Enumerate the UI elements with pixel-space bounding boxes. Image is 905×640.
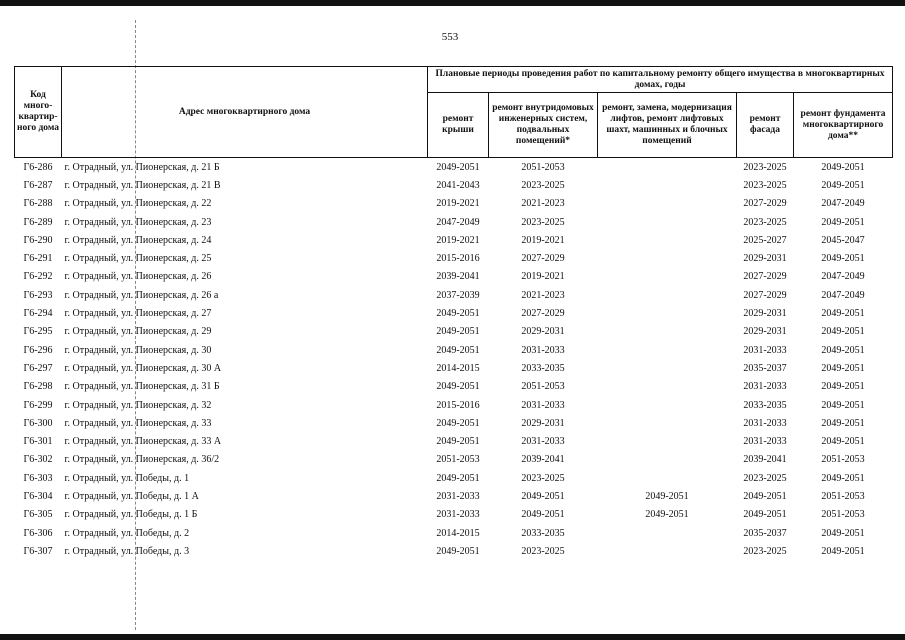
cell-code: Г6-300	[23, 417, 53, 429]
cell-roof: 2039-2041	[436, 271, 480, 283]
cell-roof: 2014-2015	[436, 362, 480, 374]
cell-code: Г6-294	[23, 308, 53, 320]
cell-facade: 2039-2041	[743, 454, 787, 466]
cell-roof: 2019-2021	[436, 234, 480, 246]
cell-systems: 2023-2025	[521, 472, 565, 484]
cell-foundation: 2047-2049	[821, 271, 865, 283]
cell-code: Г6-299	[23, 399, 53, 411]
cell-address: г. Отрадный, ул. Победы, д. 1 А	[64, 490, 199, 502]
cell-facade: 2027-2029	[743, 198, 787, 210]
cell-foundation: 2049-2051	[821, 179, 865, 191]
cell-lifts	[598, 469, 737, 487]
header-address: Адрес многоквартирного дома	[62, 67, 428, 158]
cell-lifts	[598, 268, 737, 286]
cell-systems: 2033-2035	[521, 527, 565, 539]
page-number: 553	[441, 31, 459, 43]
cell-code: Г6-304	[23, 490, 53, 502]
cell-roof: 2049-2051	[436, 381, 480, 393]
cell-lifts	[598, 396, 737, 414]
table-row	[15, 524, 893, 542]
cell-roof: 2031-2033	[436, 490, 480, 502]
cell-address: г. Отрадный, ул. Пионерская, д. 26 а	[64, 289, 219, 301]
cell-address: г. Отрадный, ул. Победы, д. 3	[64, 545, 190, 557]
cell-address: г. Отрадный, ул. Победы, д. 1	[64, 472, 190, 484]
cell-facade: 2031-2033	[743, 344, 787, 356]
cell-roof: 2015-2016	[436, 253, 480, 265]
cell-systems: 2027-2029	[521, 308, 565, 320]
cell-facade: 2035-2037	[743, 362, 787, 374]
cell-code: Г6-297	[23, 362, 53, 374]
cell-roof: 2019-2021	[436, 198, 480, 210]
cell-facade: 2031-2033	[743, 436, 787, 448]
cell-facade: 2031-2033	[743, 381, 787, 393]
cell-foundation: 2045-2047	[821, 234, 865, 246]
cell-address: г. Отрадный, ул. Пионерская, д. 30 А	[64, 362, 222, 374]
cell-lifts: 2049-2051	[645, 509, 689, 521]
cell-roof: 2049-2051	[436, 326, 480, 338]
cell-lifts	[598, 231, 737, 249]
cell-code: Г6-307	[23, 545, 53, 557]
cell-roof: 2041-2043	[436, 179, 480, 191]
cell-foundation: 2047-2049	[821, 289, 865, 301]
cell-lifts	[598, 323, 737, 341]
cell-systems: 2019-2021	[521, 234, 565, 246]
header-lifts: ремонт, замена, модернизация лифтов, ремонт лифтовых шахт, машинных и блочных помещений	[598, 93, 737, 158]
cell-code: Г6-301	[23, 436, 53, 448]
header-facade: ремонт фасада	[737, 93, 794, 158]
cell-systems: 2021-2023	[521, 289, 565, 301]
repair-schedule-table	[14, 66, 893, 561]
cell-foundation: 2049-2051	[821, 527, 865, 539]
cell-systems: 2023-2025	[521, 216, 565, 228]
table-row	[15, 396, 893, 414]
cell-address: г. Отрадный, ул. Пионерская, д. 29	[64, 326, 212, 338]
top-border-bar	[0, 0, 905, 6]
cell-lifts	[598, 176, 737, 194]
table-row	[15, 249, 893, 267]
table-header	[15, 67, 893, 158]
cell-systems: 2049-2051	[521, 509, 565, 521]
cell-foundation: 2049-2051	[821, 545, 865, 557]
cell-code: Г6-305	[23, 509, 53, 521]
table-row	[15, 341, 893, 359]
cell-systems: 2019-2021	[521, 271, 565, 283]
table-row	[15, 213, 893, 231]
table-row	[15, 432, 893, 450]
header-group: Плановые периоды проведения работ по капитальному ремонту общего имущества в многоквартирных домах, годы	[428, 67, 893, 93]
cell-systems: 2031-2033	[521, 399, 565, 411]
cell-lifts	[598, 524, 737, 542]
cell-address: г. Отрадный, ул. Пионерская, д. 27	[64, 308, 212, 320]
cell-facade: 2049-2051	[743, 490, 787, 502]
cell-address: г. Отрадный, ул. Пионерская, д. 21 В	[64, 179, 221, 191]
cell-foundation: 2049-2051	[794, 158, 893, 177]
cell-facade: 2029-2031	[743, 326, 787, 338]
table-row	[15, 304, 893, 322]
cell-address: г. Отрадный, ул. Пионерская, д. 32	[64, 399, 212, 411]
cell-foundation: 2051-2053	[821, 509, 865, 521]
table-row	[15, 378, 893, 396]
cell-lifts	[598, 286, 737, 304]
cell-lifts	[598, 378, 737, 396]
cell-facade: 2027-2029	[743, 271, 787, 283]
cell-systems: 2031-2033	[521, 344, 565, 356]
cell-foundation: 2049-2051	[821, 216, 865, 228]
cell-facade: 2025-2027	[743, 234, 787, 246]
cell-roof: 2031-2033	[436, 509, 480, 521]
cell-roof: 2049-2051	[436, 344, 480, 356]
header-systems: ремонт внутридомовых инженерных систем, подвальных помещений*	[489, 93, 598, 158]
table-row	[15, 195, 893, 213]
cell-code: Г6-295	[23, 326, 53, 338]
cell-foundation: 2049-2051	[821, 253, 865, 265]
cell-code: Г6-292	[23, 271, 53, 283]
cell-code: Г6-293	[23, 289, 53, 301]
cell-code: Г6-302	[23, 454, 53, 466]
cell-foundation: 2049-2051	[821, 417, 865, 429]
cell-facade: 2023-2025	[743, 216, 787, 228]
cell-address: г. Отрадный, ул. Пионерская, д. 36/2	[64, 454, 220, 466]
cell-lifts	[598, 359, 737, 377]
cell-lifts	[598, 158, 737, 177]
table-row	[15, 158, 893, 177]
table-row	[15, 487, 893, 505]
table-body	[15, 158, 893, 561]
cell-facade: 2023-2025	[743, 472, 787, 484]
table-row	[15, 542, 893, 560]
cell-roof: 2049-2051	[436, 436, 480, 448]
cell-systems: 2051-2053	[489, 158, 598, 177]
cell-foundation: 2051-2053	[821, 454, 865, 466]
header-foundation: ремонт фундамента многоквартирного дома**	[794, 93, 893, 158]
cell-foundation: 2047-2049	[821, 198, 865, 210]
cell-lifts: 2049-2051	[645, 490, 689, 502]
cell-roof: 2047-2049	[436, 216, 480, 228]
table-row	[15, 176, 893, 194]
cell-roof: 2015-2016	[436, 399, 480, 411]
cell-foundation: 2049-2051	[821, 362, 865, 374]
cell-address: г. Отрадный, ул. Победы, д. 2	[64, 527, 190, 539]
cell-lifts	[598, 213, 737, 231]
cell-facade: 2023-2025	[743, 545, 787, 557]
cell-address: г. Отрадный, ул. Пионерская, д. 26	[64, 271, 212, 283]
cell-address: г. Отрадный, ул. Пионерская, д. 30	[64, 344, 212, 356]
table-row	[15, 286, 893, 304]
cell-roof: 2049-2051	[428, 158, 489, 177]
cell-roof: 2014-2015	[436, 527, 480, 539]
cell-systems: 2033-2035	[521, 362, 565, 374]
cell-address: г. Отрадный, ул. Пионерская, д. 25	[64, 253, 212, 265]
cell-code: Г6-286	[15, 158, 62, 177]
cell-roof: 2049-2051	[436, 472, 480, 484]
cell-roof: 2037-2039	[436, 289, 480, 301]
cell-systems: 2027-2029	[521, 253, 565, 265]
cell-foundation: 2049-2051	[821, 308, 865, 320]
cell-systems: 2021-2023	[521, 198, 565, 210]
cell-address: г. Отрадный, ул. Пионерская, д. 33 А	[64, 436, 222, 448]
cell-lifts	[598, 542, 737, 560]
cell-systems: 2051-2053	[521, 381, 565, 393]
cell-code: Г6-288	[23, 198, 53, 210]
table-row	[15, 231, 893, 249]
cell-lifts	[598, 341, 737, 359]
table-row	[15, 323, 893, 341]
cell-roof: 2051-2053	[436, 454, 480, 466]
table-row	[15, 469, 893, 487]
cell-foundation: 2051-2053	[821, 490, 865, 502]
cell-address: г. Отрадный, ул. Победы, д. 1 Б	[64, 509, 198, 521]
cell-facade: 2033-2035	[743, 399, 787, 411]
table-row	[15, 359, 893, 377]
cell-foundation: 2049-2051	[821, 344, 865, 356]
table-row	[15, 414, 893, 432]
cell-code: Г6-290	[23, 234, 53, 246]
cell-lifts	[598, 432, 737, 450]
header-roof: ремонт крыши	[428, 93, 489, 158]
cell-code: Г6-291	[23, 253, 53, 265]
cell-address: г. Отрадный, ул. Пионерская, д. 24	[64, 234, 212, 246]
cell-roof: 2049-2051	[436, 545, 480, 557]
cell-code: Г6-287	[23, 179, 53, 191]
cell-systems: 2023-2025	[521, 545, 565, 557]
cell-address: г. Отрадный, ул. Пионерская, д. 33	[64, 417, 212, 429]
cell-lifts	[598, 414, 737, 432]
cell-address: г. Отрадный, ул. Пионерская, д. 21 Б	[62, 158, 428, 177]
cell-roof: 2049-2051	[436, 417, 480, 429]
cell-systems: 2049-2051	[521, 490, 565, 502]
cell-foundation: 2049-2051	[821, 399, 865, 411]
header-code: Код много-квартир-ного дома	[15, 67, 62, 158]
cell-facade: 2023-2025	[743, 179, 787, 191]
cell-lifts	[598, 249, 737, 267]
cell-systems: 2029-2031	[521, 326, 565, 338]
cell-facade: 2035-2037	[743, 527, 787, 539]
cell-facade: 2023-2025	[737, 158, 794, 177]
cell-systems: 2029-2031	[521, 417, 565, 429]
cell-address: г. Отрадный, ул. Пионерская, д. 23	[64, 216, 212, 228]
cell-lifts	[598, 304, 737, 322]
cell-code: Г6-296	[23, 344, 53, 356]
table-row	[15, 506, 893, 524]
cell-facade: 2031-2033	[743, 417, 787, 429]
cell-systems: 2031-2033	[521, 436, 565, 448]
cell-code: Г6-289	[23, 216, 53, 228]
cell-facade: 2049-2051	[743, 509, 787, 521]
cell-address: г. Отрадный, ул. Пионерская, д. 22	[64, 198, 212, 210]
cell-facade: 2029-2031	[743, 253, 787, 265]
cell-code: Г6-298	[23, 381, 53, 393]
cell-foundation: 2049-2051	[821, 472, 865, 484]
cell-foundation: 2049-2051	[821, 326, 865, 338]
cell-roof: 2049-2051	[436, 308, 480, 320]
cell-address: г. Отрадный, ул. Пионерская, д. 31 Б	[64, 381, 220, 393]
cell-systems: 2039-2041	[521, 454, 565, 466]
bottom-border-bar	[0, 634, 905, 640]
cell-lifts	[598, 451, 737, 469]
cell-facade: 2029-2031	[743, 308, 787, 320]
cell-foundation: 2049-2051	[821, 381, 865, 393]
table-row	[15, 451, 893, 469]
cell-code: Г6-306	[23, 527, 53, 539]
cell-foundation: 2049-2051	[821, 436, 865, 448]
cell-lifts	[598, 195, 737, 213]
table-row	[15, 268, 893, 286]
cell-code: Г6-303	[23, 472, 53, 484]
cell-systems: 2023-2025	[521, 179, 565, 191]
cell-facade: 2027-2029	[743, 289, 787, 301]
